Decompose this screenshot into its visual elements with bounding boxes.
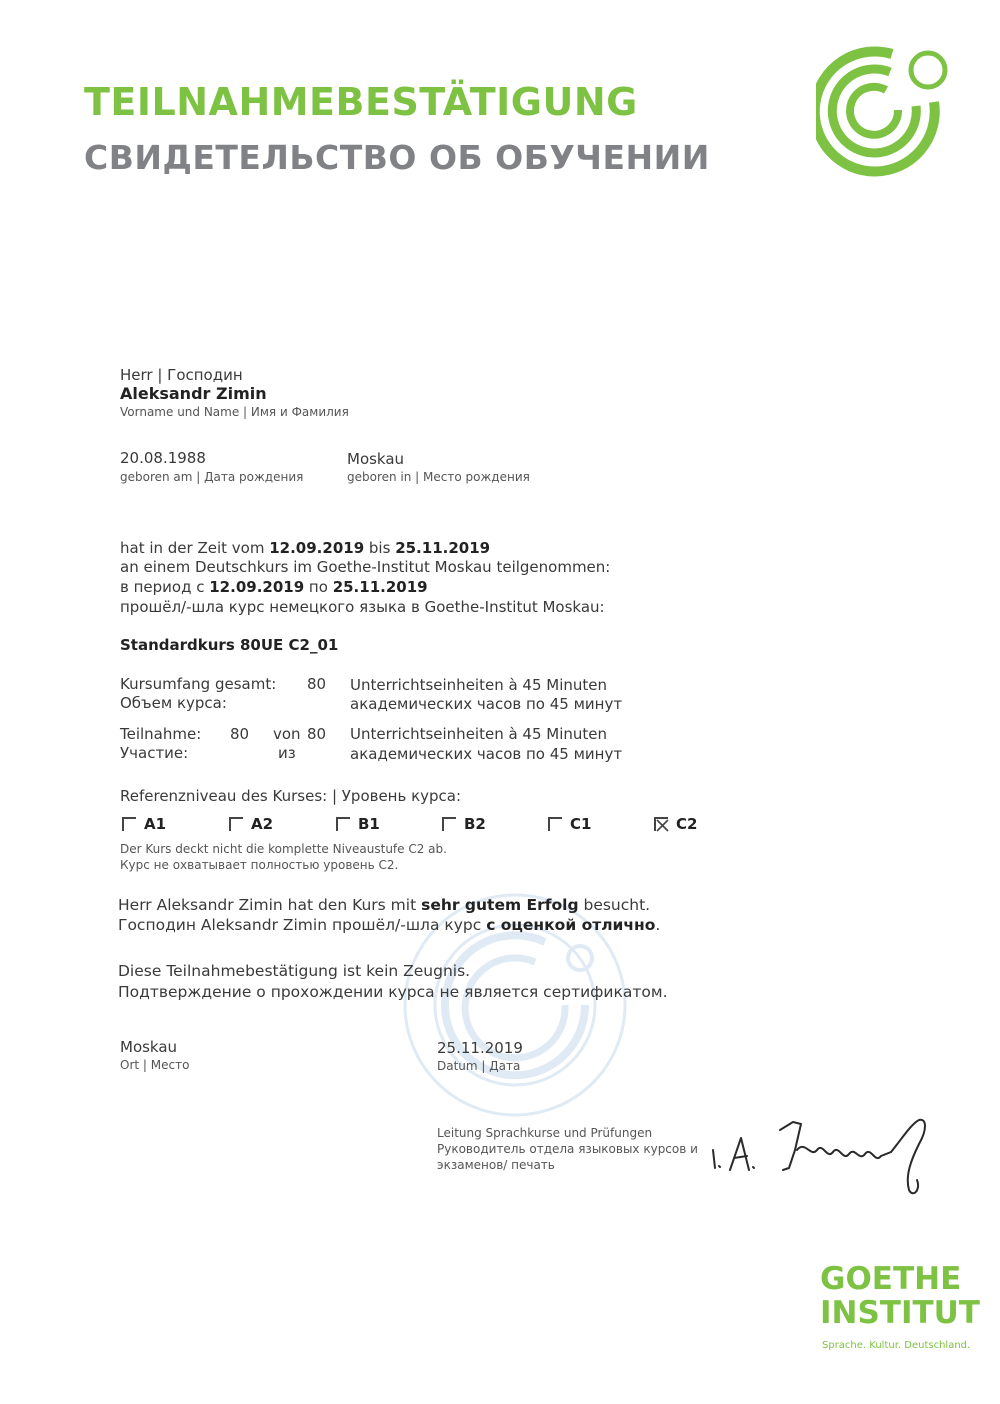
checkbox-empty-icon <box>122 817 136 831</box>
period-ru-date-from: 12.09.2019 <box>209 578 305 596</box>
total-label-de: Kursumfang gesamt: <box>120 675 277 693</box>
course-name: Standardkurs 80UE C2_01 <box>120 636 339 654</box>
period-date-from: 12.09.2019 <box>269 539 365 557</box>
checkbox-empty-icon <box>442 817 456 831</box>
attend-total: 80 <box>307 725 327 743</box>
result-ru-prefix: Господин Aleksandr Zimin прошёл/-шла курс <box>118 916 487 934</box>
level-note-de: Der Kurs deckt nicht die komplette Niveaustufe C2 ab. <box>120 842 447 856</box>
birth-date: 20.08.1988 <box>120 449 206 467</box>
result-de-prefix: Herr Aleksandr Zimin hat den Kurs mit <box>118 896 422 914</box>
total-value: 80 <box>307 675 327 693</box>
level-label-a2: A2 <box>251 815 274 833</box>
goethe-logo-icon <box>816 40 956 180</box>
attend-label-ru: Участие: <box>120 744 189 762</box>
attend-label-de: Teilnahme: <box>120 725 202 743</box>
footer-place: Moskau <box>120 1038 178 1056</box>
title-russian: СВИДЕТЕЛЬСТВО ОБ ОБУЧЕНИИ <box>84 138 710 177</box>
level-label-c2: C2 <box>676 815 698 833</box>
level-note-ru: Курс не охватывает полностью уровень C2. <box>120 858 399 872</box>
birth-place: Moskau <box>347 450 405 468</box>
checkbox-checked-icon <box>654 817 668 831</box>
result-ru-suffix: . <box>655 916 661 934</box>
level-label-b1: B1 <box>358 815 380 833</box>
period-de-line2: an einem Deutschkurs im Goethe-Institut Moskau teilgenommen: <box>120 558 611 576</box>
checkbox-empty-icon <box>548 817 562 831</box>
units-ru-1: академических часов по 45 минут <box>350 695 623 713</box>
total-label-ru: Объем курса: <box>120 694 227 712</box>
result-de <box>118 895 650 915</box>
level-option-c1 <box>548 815 591 833</box>
footer-date: 25.11.2019 <box>437 1039 523 1057</box>
person-name: Aleksandr Zimin <box>120 384 267 403</box>
level-label-b2: B2 <box>464 815 486 833</box>
checkbox-empty-icon <box>336 817 350 831</box>
level-option-c2 <box>654 815 697 833</box>
brand-tagline: Sprache. Kultur. Deutschland. <box>822 1340 971 1351</box>
result-ru <box>118 915 660 935</box>
of-de: von <box>273 725 301 743</box>
attend-value: 80 <box>230 725 250 743</box>
birth-date-caption: geboren am | Дата рождения <box>120 470 304 484</box>
period-date-to: 25.11.2019 <box>395 539 491 557</box>
signer-line-1: Leitung Sprachkurse und Prüfungen <box>437 1126 653 1140</box>
level-option-a2 <box>229 815 273 833</box>
of-ru: из <box>278 744 296 762</box>
disclaimer-de: Diese Teilnahmebestätigung ist kein Zeugnis. <box>118 962 471 980</box>
name-caption: Vorname und Name | Имя и Фамилия <box>120 405 349 419</box>
footer-date-caption: Datum | Дата <box>437 1059 521 1073</box>
period-ru-line1 <box>120 577 428 597</box>
checkbox-empty-icon <box>229 817 243 831</box>
period-de-prefix: hat in der Zeit vom <box>120 539 270 557</box>
salutation: Herr | Господин <box>120 366 243 384</box>
signer-line-2: Руководитель отдела языковых курсов и <box>437 1142 698 1156</box>
units-de-1: Unterrichtseinheiten à 45 Minuten <box>350 676 608 694</box>
title-german: TEILNAHMEBESTÄTIGUNG <box>84 80 638 124</box>
level-label: Referenzniveau des Kurses: | Уровень курса: <box>120 787 462 805</box>
period-ru-date-to: 25.11.2019 <box>332 578 428 596</box>
brand-word-institut: INSTITUT <box>820 1295 980 1331</box>
result-de-suffix: besucht. <box>578 896 651 914</box>
period-ru-mid: по <box>304 578 333 596</box>
units-de-2: Unterrichtseinheiten à 45 Minuten <box>350 725 608 743</box>
brand-word-goethe: GOETHE <box>820 1261 962 1297</box>
period-ru-prefix: в период с <box>120 578 210 596</box>
level-label-a1: A1 <box>144 815 167 833</box>
footer-place-caption: Ort | Место <box>120 1058 190 1072</box>
period-de-mid: bis <box>364 539 396 557</box>
level-option-b1 <box>336 815 380 833</box>
result-de-grade: sehr gutem Erfolg <box>421 896 579 914</box>
units-ru-2: академических часов по 45 минут <box>350 745 623 763</box>
level-option-a1 <box>122 815 166 833</box>
signer-line-3: экзаменов/ печать <box>437 1158 555 1172</box>
result-ru-grade: с оценкой отлично <box>486 916 656 934</box>
level-option-b2 <box>442 815 486 833</box>
birth-place-caption: geboren in | Место рождения <box>347 470 530 484</box>
signature-icon <box>705 1110 945 1200</box>
period-de-line1 <box>120 538 490 558</box>
disclaimer-ru: Подтверждение о прохождении курса не является сертификатом. <box>118 983 668 1001</box>
period-ru-line2: прошёл/-шла курс немецкого языка в Goethe-Institut Moskau: <box>120 598 605 616</box>
level-label-c1: C1 <box>570 815 592 833</box>
